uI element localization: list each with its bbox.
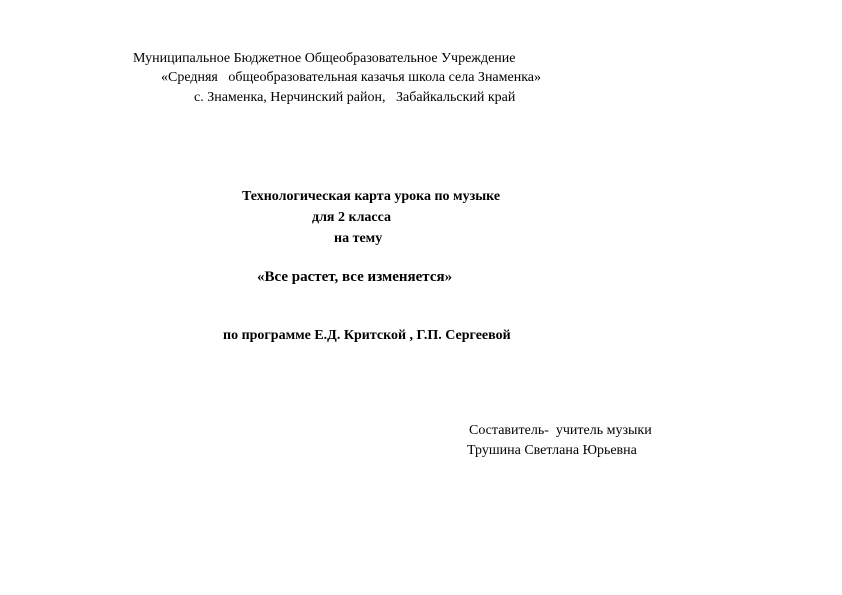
address-line: с. Знаменка, Нерчинский район, Забайкальский край — [194, 90, 516, 105]
document-title: Технологическая карта урока по музыке — [242, 189, 501, 204]
author-name: Трушина Светлана Юрьевна — [467, 443, 637, 458]
program-line: по программе Е.Д. Критской , Г.П. Сергеевой — [223, 328, 511, 343]
topic-label: на тему — [334, 231, 383, 246]
lesson-topic: «Все растет, все изменяется» — [257, 269, 453, 285]
author-role: Составитель- учитель музыки — [469, 423, 652, 438]
grade-line: для 2 класса — [312, 210, 392, 225]
school-name-line: «Средняя общеобразовательная казачья школа села Знаменка» — [161, 70, 542, 85]
institution-line: Муниципальное Бюджетное Общеобразовательное Учреждение — [133, 51, 516, 66]
